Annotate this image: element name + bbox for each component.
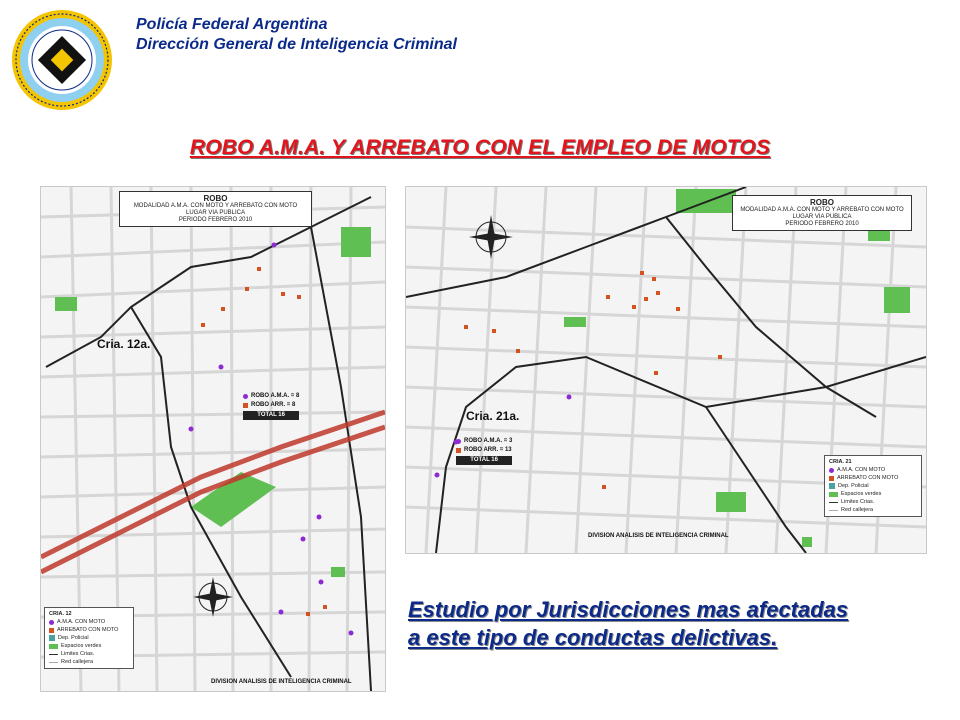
legend-left: CRIA. 12 A.M.A. CON MOTO ARREBATO CON MOTO Dep. Policial Espacios verdes Limites Crias. Red callejera bbox=[44, 607, 134, 669]
subtitle bbox=[408, 596, 848, 652]
tally-right: ROBO A.M.A. = 3 ROBO ARR. = 13 TOTAL 16 bbox=[456, 437, 512, 465]
org-division: Dirección General de Inteligencia Criminal bbox=[136, 36, 457, 53]
info-box-right: ROBO MODALIDAD A.M.A. CON MOTO Y ARREBATO CON MOTO LUGAR VIA PUBLICA PERIODO FEBRERO 2010 bbox=[732, 195, 912, 231]
tally-left: ROBO A.M.A. = 8 ROBO ARR. = 8 TOTAL 16 bbox=[243, 392, 299, 420]
map-cria-12 bbox=[40, 186, 386, 692]
subtitle-line-1: Estudio por Jurisdicciones mas afectadas bbox=[408, 597, 849, 622]
cria-label-left: Cria. 12a. bbox=[97, 337, 151, 351]
compass-rose-right bbox=[469, 215, 513, 259]
page-title: ROBO A.M.A. Y ARREBATO CON EL EMPLEO DE MOTOS bbox=[189, 136, 771, 159]
info-box-left: ROBO MODALIDAD A.M.A. CON MOTO Y ARREBATO CON MOTO LUGAR VIA PUBLICA PERIODO FEBRERO 2010 bbox=[119, 191, 312, 227]
footer-left: DIVISION ANALISIS DE INTELIGENCIA CRIMINAL bbox=[211, 679, 352, 685]
org-name: Policía Federal Argentina bbox=[136, 16, 328, 33]
cria-label-right: Cria. 21a. bbox=[466, 409, 520, 423]
legend-right: CRIA. 21 A.M.A. CON MOTO ARREBATO CON MOTO Dep. Policial Espacios verdes Limites Crias. Red callejera bbox=[824, 455, 922, 517]
map-cria-21 bbox=[405, 186, 927, 554]
compass-rose-left bbox=[193, 577, 233, 617]
subtitle-line-2: a este tipo de conductas delictivas. bbox=[408, 625, 778, 650]
pfa-emblem-icon bbox=[10, 8, 114, 112]
organization-header bbox=[136, 15, 457, 55]
footer-right: DIVISION ANALISIS DE INTELIGENCIA CRIMINAL bbox=[588, 533, 729, 539]
